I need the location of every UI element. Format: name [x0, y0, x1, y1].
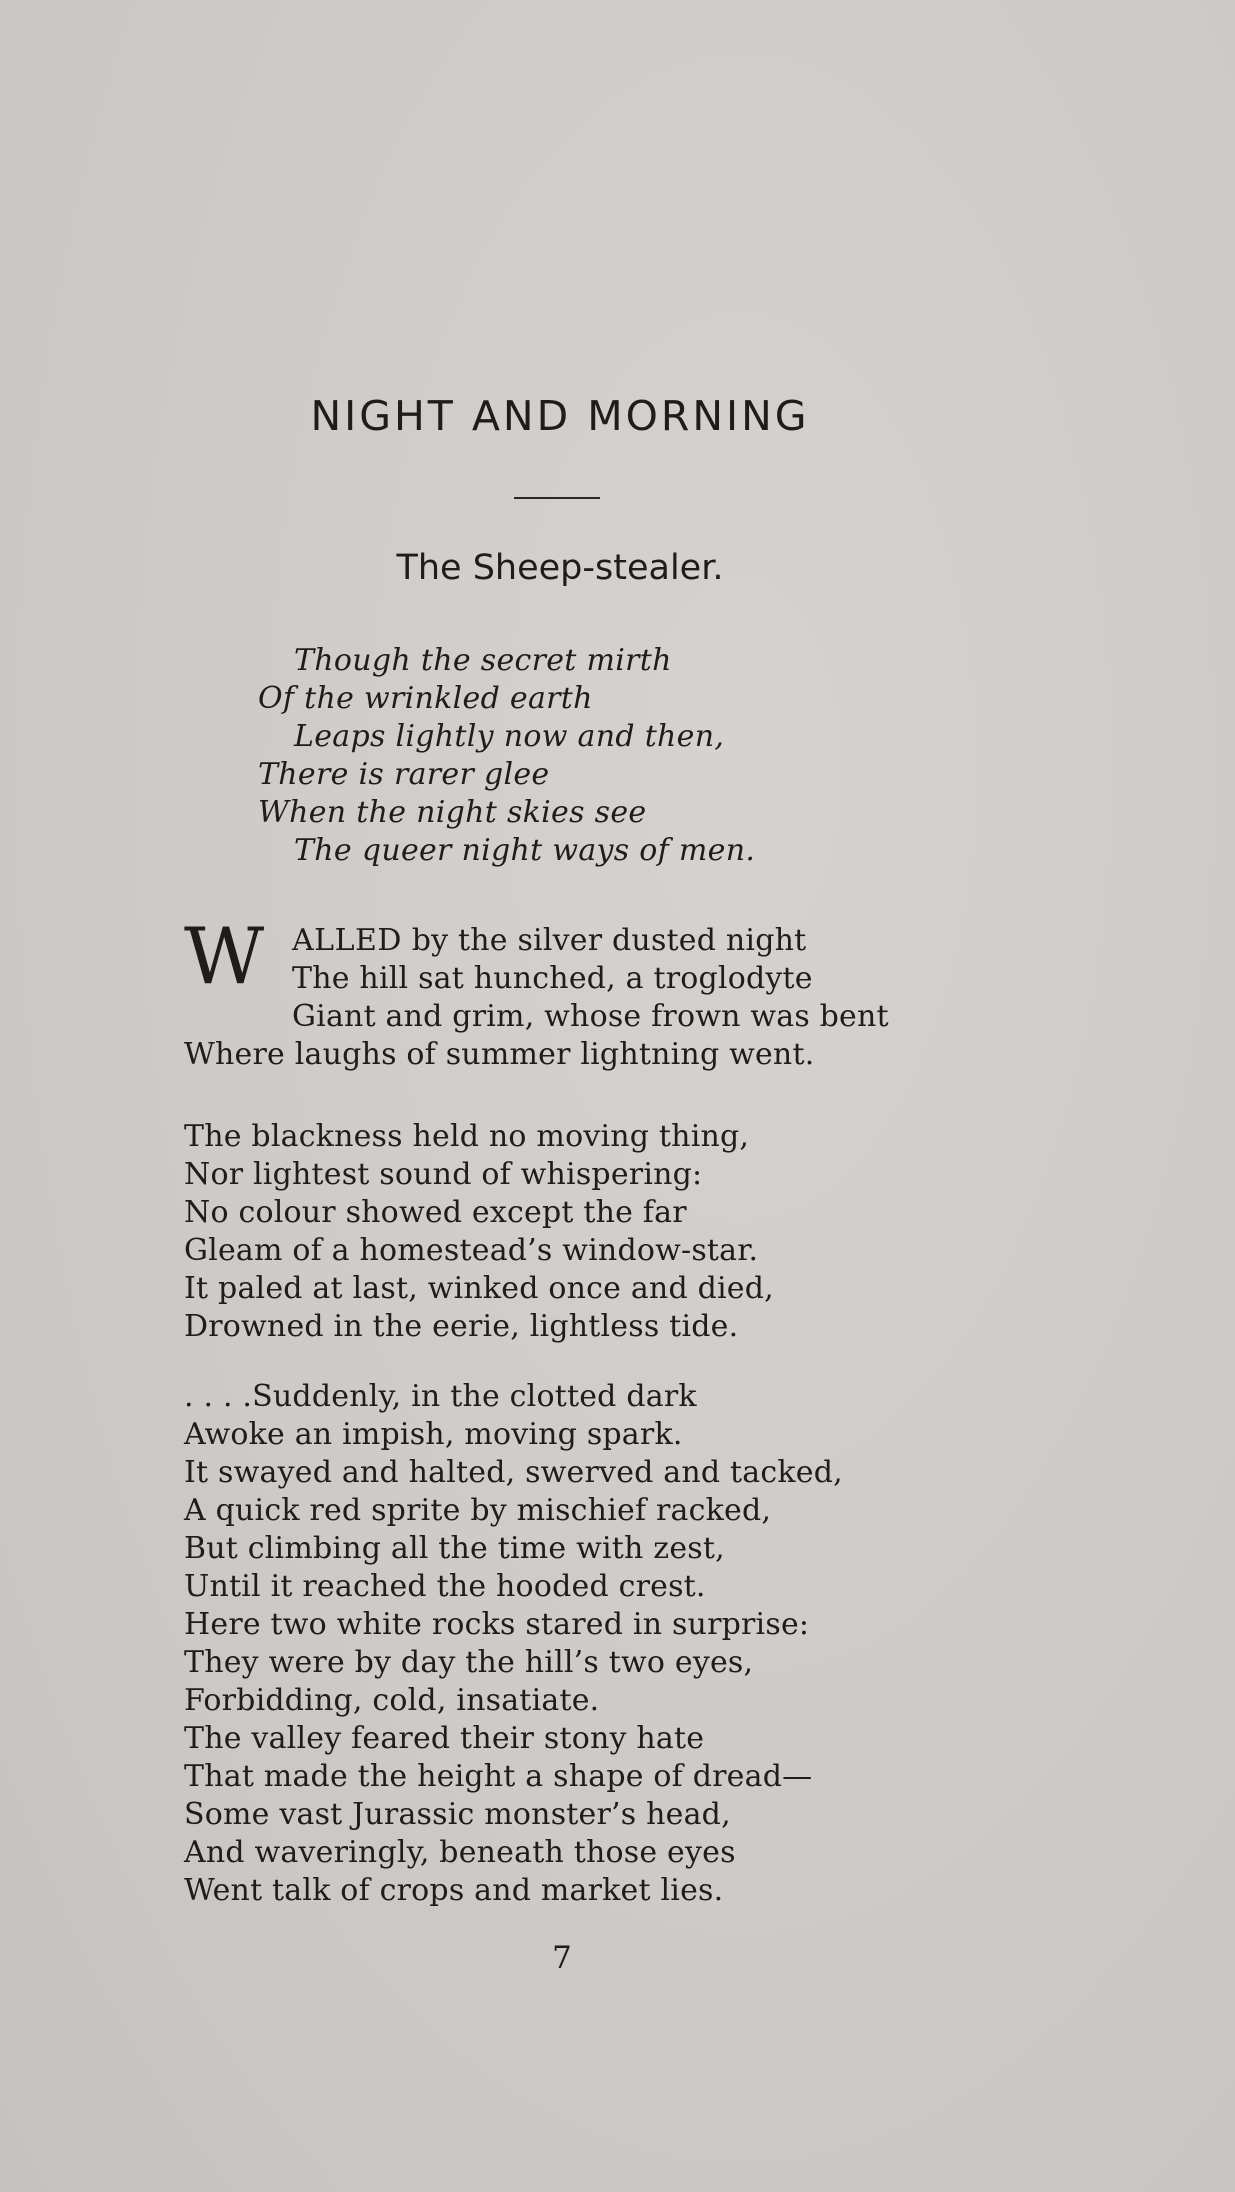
- poem-line: The blackness held no moving thing,: [184, 1119, 750, 1154]
- poem-line: It paled at last, winked once and died,: [184, 1271, 774, 1306]
- poem-line: Drowned in the eerie, lightless tide.: [184, 1309, 739, 1344]
- page-number: 7: [552, 1940, 572, 1976]
- poem-line: Forbidding, cold, insatiate.: [184, 1683, 600, 1718]
- stanza-2: [184, 1118, 774, 1346]
- poem-line: They were by day the hill’s two eyes,: [184, 1645, 754, 1680]
- poem-line: It swayed and halted, swerved and tacked,: [184, 1455, 843, 1490]
- epigraph-line: The queer night ways of men.: [294, 833, 756, 868]
- poem-line: But climbing all the time with zest,: [184, 1531, 725, 1566]
- poem-line: Here two white rocks stared in surprise:: [184, 1607, 810, 1642]
- poem-line: Nor lightest sound of whispering:: [184, 1157, 703, 1192]
- stanza-3: [184, 1378, 843, 1910]
- poem-line: [184, 922, 1004, 960]
- poem-line: That made the height a shape of dread—: [184, 1759, 813, 1794]
- epigraph-line: Though the secret mirth: [294, 643, 672, 678]
- stanza-1: [184, 912, 1004, 1074]
- poem-line: No colour showed except the far: [184, 1195, 687, 1230]
- epigraph: [258, 642, 755, 870]
- poem-line: Giant and grim, whose frown was bent: [292, 999, 889, 1034]
- poem-subtitle: The Sheep-stealer.: [396, 548, 724, 588]
- poem-line: The hill sat hunched, a troglodyte: [292, 961, 813, 996]
- poem-line: Where laughs of summer lightning went.: [184, 1037, 815, 1072]
- poem-line: . . . .Suddenly, in the clotted dark: [184, 1379, 697, 1414]
- first-line-rest: by the silver dusted night: [401, 923, 807, 958]
- poem-line: The valley feared their stony hate: [184, 1721, 705, 1756]
- epigraph-line: Leaps lightly now and then,: [294, 719, 725, 754]
- epigraph-line: When the night skies see: [258, 795, 647, 830]
- epigraph-line: Of the wrinkled earth: [258, 681, 593, 716]
- poem-line: Went talk of crops and market lies.: [184, 1873, 724, 1908]
- poem-line: Awoke an impish, moving spark.: [184, 1417, 683, 1452]
- epigraph-line: There is rarer glee: [258, 757, 550, 792]
- drop-cap: W: [184, 912, 265, 1002]
- title-rule: [514, 497, 600, 499]
- poem-line: Gleam of a homestead’s window-star.: [184, 1233, 759, 1268]
- page-title: NIGHT AND MORNING: [310, 392, 810, 440]
- first-word-caps: ALLED: [292, 923, 402, 958]
- poem-line: Some vast Jurassic monster’s head,: [184, 1797, 731, 1832]
- poem-line: And waveringly, beneath those eyes: [184, 1835, 736, 1870]
- poem-line: A quick red sprite by mischief racked,: [184, 1493, 772, 1528]
- poem-line: Until it reached the hooded crest.: [184, 1569, 706, 1604]
